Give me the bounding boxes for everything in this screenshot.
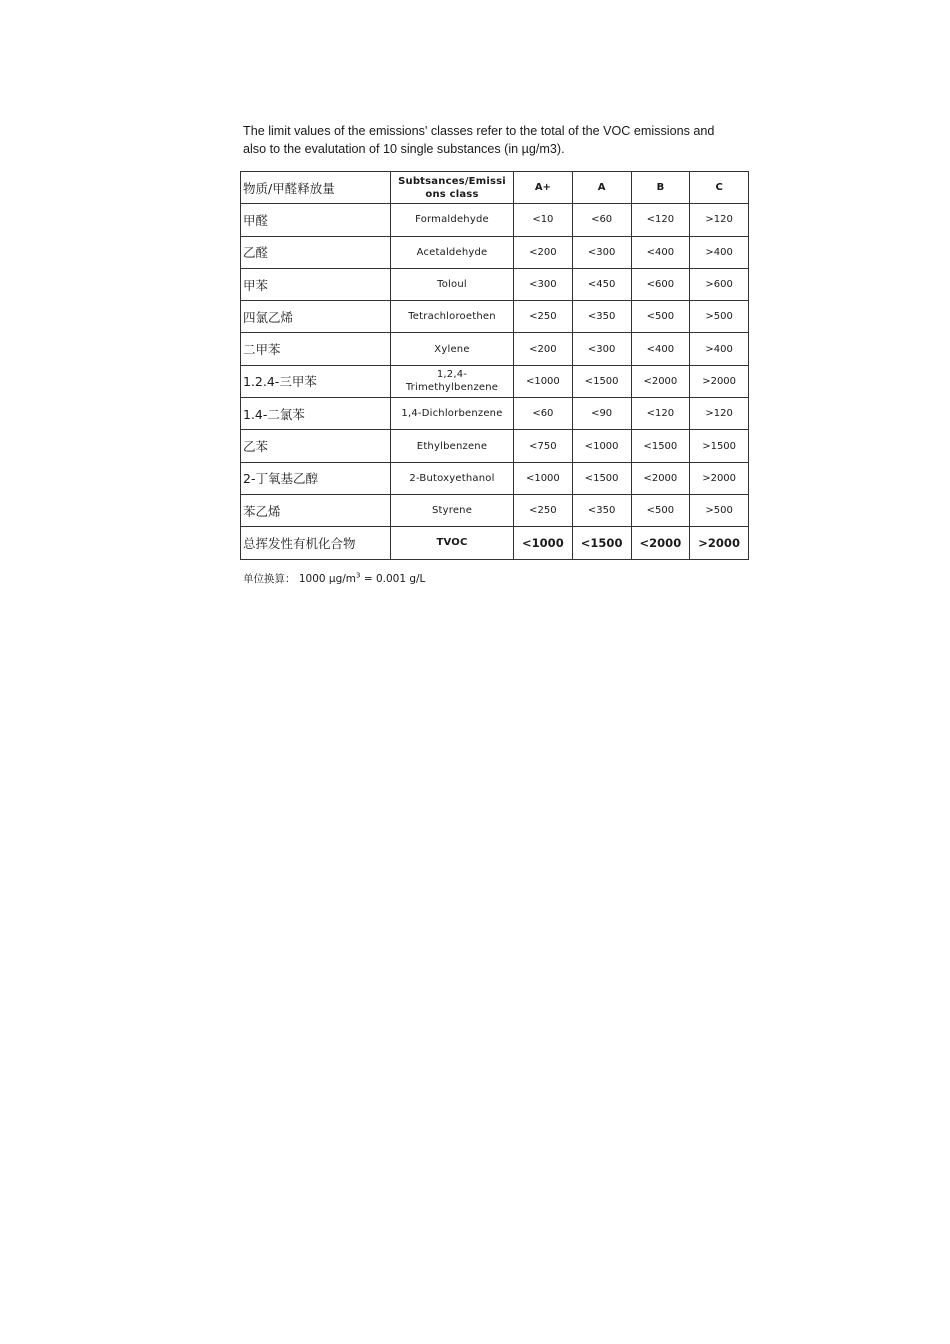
- substance-cn: 2-丁氧基乙醇: [241, 462, 391, 494]
- limit-c: >500: [690, 494, 749, 526]
- limit-a-plus: <750: [514, 430, 573, 462]
- total-cn: 总挥发性有机化合物: [241, 527, 391, 559]
- substance-en: Toloul: [391, 268, 514, 300]
- total-limit-a-plus: <1000: [514, 527, 573, 559]
- total-en: TVOC: [391, 527, 514, 559]
- limit-c: >2000: [690, 462, 749, 494]
- substance-en: 1,2,4- Trimethylbenzene: [391, 365, 514, 397]
- limit-a: <300: [572, 333, 631, 365]
- limit-c: >400: [690, 333, 749, 365]
- limit-b: <500: [631, 301, 690, 333]
- limit-a: <1500: [572, 462, 631, 494]
- substance-cn: 二甲苯: [241, 333, 391, 365]
- total-limit-c: >2000: [690, 527, 749, 559]
- table-row: [241, 301, 749, 333]
- limit-a: <350: [572, 494, 631, 526]
- limit-b: <400: [631, 333, 690, 365]
- limit-c: >600: [690, 268, 749, 300]
- limit-b: <1500: [631, 430, 690, 462]
- total-limit-b: <2000: [631, 527, 690, 559]
- header-class-a: A: [572, 172, 631, 204]
- limit-a-plus: <250: [514, 494, 573, 526]
- header-class-b: B: [631, 172, 690, 204]
- limit-b: <2000: [631, 462, 690, 494]
- substance-en: Ethylbenzene: [391, 430, 514, 462]
- table-row: [241, 494, 749, 526]
- table-total-row: [241, 527, 749, 559]
- substance-en: Styrene: [391, 494, 514, 526]
- header-substance-en: Subtsances/Emissi ons class: [391, 172, 514, 204]
- footnote-superscript: 3: [356, 571, 361, 580]
- substance-en: Acetaldehyde: [391, 236, 514, 268]
- limit-b: <120: [631, 398, 690, 430]
- table-row: [241, 430, 749, 462]
- unit-conversion-note: [243, 571, 425, 586]
- table-row: [241, 268, 749, 300]
- limit-a: <1500: [572, 365, 631, 397]
- substance-en: Xylene: [391, 333, 514, 365]
- header-class-c: C: [690, 172, 749, 204]
- limit-a: <300: [572, 236, 631, 268]
- substance-cn: 苯乙烯: [241, 494, 391, 526]
- intro-text: [243, 122, 763, 158]
- limit-c: >500: [690, 301, 749, 333]
- table-row: [241, 236, 749, 268]
- limit-a-plus: <200: [514, 236, 573, 268]
- substance-cn: 甲苯: [241, 268, 391, 300]
- table-row: [241, 398, 749, 430]
- table-header-row: [241, 172, 749, 204]
- substance-cn: 甲醛: [241, 204, 391, 236]
- limit-a-plus: <1000: [514, 365, 573, 397]
- substance-cn: 乙苯: [241, 430, 391, 462]
- limit-c: >400: [690, 236, 749, 268]
- limit-c: >2000: [690, 365, 749, 397]
- table-row: [241, 204, 749, 236]
- limit-a-plus: <10: [514, 204, 573, 236]
- limit-a-plus: <300: [514, 268, 573, 300]
- total-limit-a: <1500: [572, 527, 631, 559]
- limit-a-plus: <1000: [514, 462, 573, 494]
- limit-b: <400: [631, 236, 690, 268]
- footnote-prefix: 单位换算： 1000 µg/m: [243, 573, 357, 585]
- limit-a: <90: [572, 398, 631, 430]
- substance-cn: 1.2.4-三甲苯: [241, 365, 391, 397]
- limit-b: <600: [631, 268, 690, 300]
- table-row: [241, 462, 749, 494]
- limit-c: >1500: [690, 430, 749, 462]
- limit-b: <2000: [631, 365, 690, 397]
- substance-cn: 1.4-二氯苯: [241, 398, 391, 430]
- substance-en: 1,4-Dichlorbenzene: [391, 398, 514, 430]
- limit-a: <1000: [572, 430, 631, 462]
- limit-a: <60: [572, 204, 631, 236]
- table-row: [241, 365, 749, 397]
- limit-a: <350: [572, 301, 631, 333]
- limit-a: <450: [572, 268, 631, 300]
- limit-c: >120: [690, 204, 749, 236]
- intro-line-1: The limit values of the emissions' classes refer to the total of the VOC emissions and: [243, 124, 715, 138]
- substance-en: Formaldehyde: [391, 204, 514, 236]
- limit-b: <500: [631, 494, 690, 526]
- substance-cn: 乙醛: [241, 236, 391, 268]
- limit-a-plus: <60: [514, 398, 573, 430]
- limit-a-plus: <250: [514, 301, 573, 333]
- header-class-a-plus: A+: [514, 172, 573, 204]
- header-substance-cn: 物质/甲醛释放量: [241, 172, 391, 204]
- intro-line-2: also to the evalutation of 10 single substances (in µg/m3).: [243, 142, 565, 156]
- limit-b: <120: [631, 204, 690, 236]
- table-row: [241, 333, 749, 365]
- substance-en: 2-Butoxyethanol: [391, 462, 514, 494]
- footnote-suffix: = 0.001 g/L: [360, 573, 426, 585]
- emissions-class-table: [240, 171, 749, 560]
- limit-a-plus: <200: [514, 333, 573, 365]
- limit-c: >120: [690, 398, 749, 430]
- substance-en: Tetrachloroethen: [391, 301, 514, 333]
- substance-cn: 四氯乙烯: [241, 301, 391, 333]
